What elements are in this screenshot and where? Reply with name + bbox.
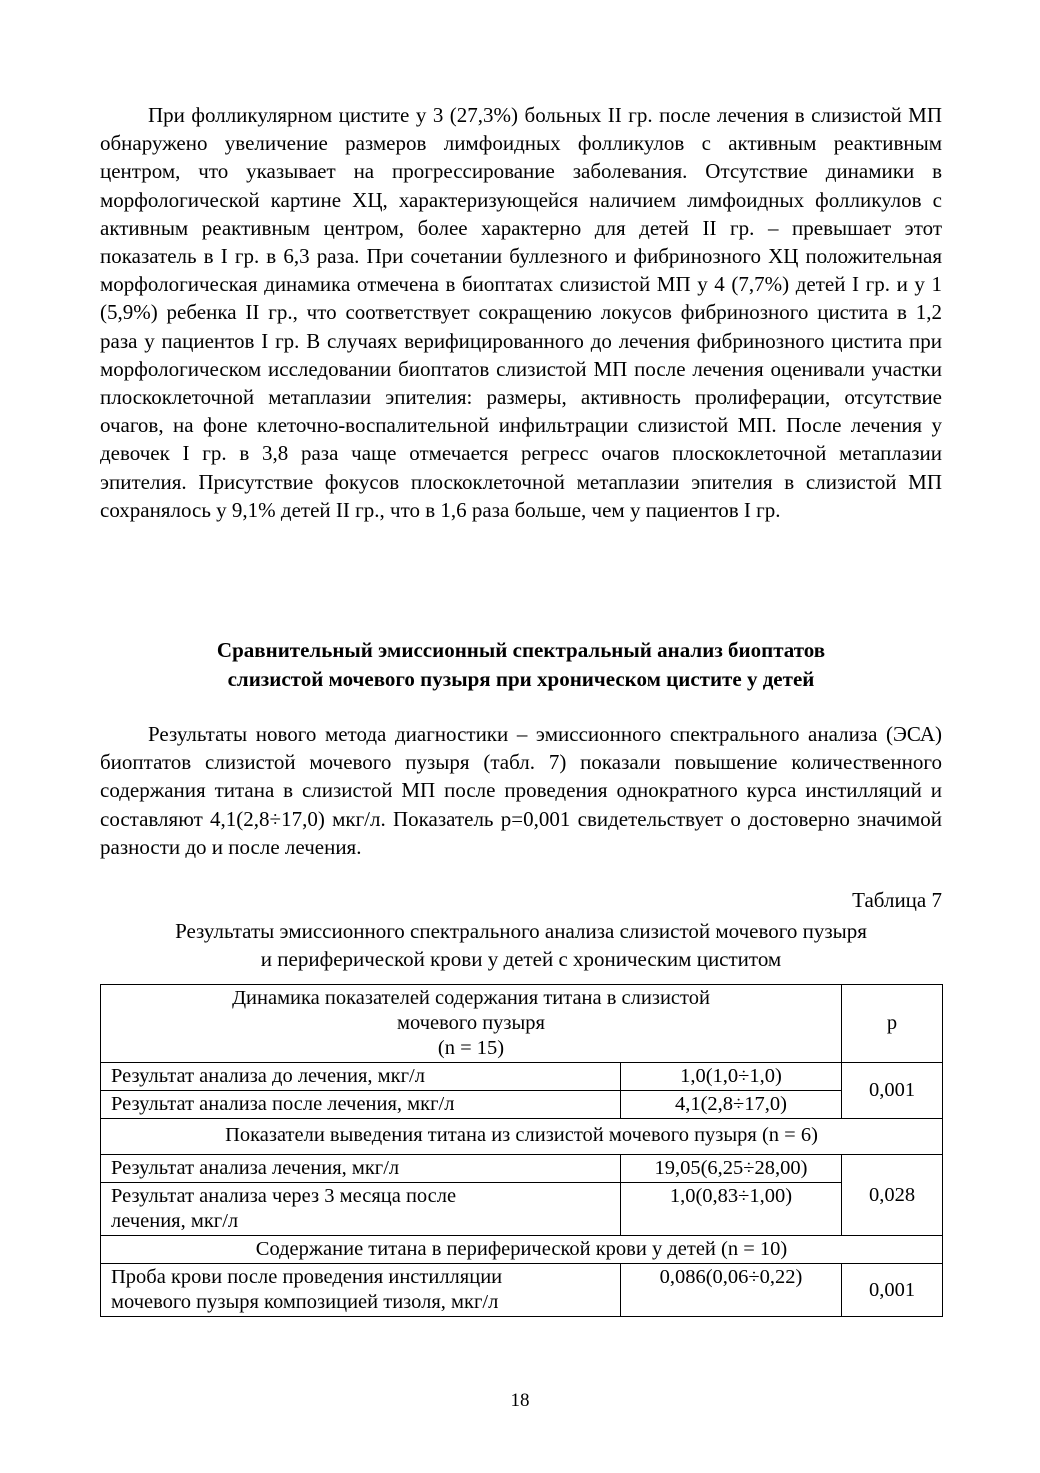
table-row [101,1264,943,1317]
section-heading-line-2: слизистой мочевого пузыря при хроническом цистите у детей [227,666,815,691]
table-caption [100,917,942,973]
row-value: 4,1(2,8÷17,0) [621,1091,842,1119]
table-section-row [101,1236,943,1264]
results-table [100,984,943,1317]
row-label [101,1183,621,1236]
row-label-line-1: Проба крови после проведения инстилляции [111,1266,503,1288]
table-section-row [101,1119,943,1155]
page-number: 18 [510,1390,530,1411]
paragraph-esa-results: Результаты нового метода диагностики – эмиссионного спектрального анализа (ЭСА) биоптатов слизистой мочевого пузыря (табл. 7) показали повышение количественного содержания титана в слизистой МП после проведения однократного курса инстилляций и составляют 4,1(2,8÷17,0) мкг/л. Показатель p=0,001 свидетельствует о достоверно значимой разности до и после лечения. [100,722,942,859]
section-heading [100,636,942,693]
row-label-line-2: мочевого пузыря композицией тизоля, мкг/л [111,1291,499,1313]
row-label: Результат анализа до лечения, мкг/л [101,1063,621,1091]
row-label: Результат анализа лечения, мкг/л [101,1155,621,1183]
table-header-cell [101,985,842,1063]
table-header-p: p [842,985,943,1063]
p-value-cell: 0,001 [842,1063,943,1119]
table-header-line-2: мочевого пузыря [397,1012,545,1034]
table-caption-line-1: Результаты эмиссионного спектрального анализа слизистой мочевого пузыря [175,919,867,943]
paragraph-follicular-cystitis: При фолликулярном цистите у 3 (27,3%) больных II гр. после лечения в слизистой МП обнаружено увеличение размеров лимфоидных фолликулов с активным реактивным центром, что указывает на прогрессирование заболевания. Отсутствие динамики в морфологической картине ХЦ, характеризующейся наличием лимфоидных фолликулов с активным реактивным центром, более характерно для детей II гр. – превышает этот показатель в I гр. в 6,3 раза. При сочетании буллезного и фибринозного ХЦ положительная морфологическая динамика отмечена в биоптатах слизистой МП у 4 (7,7%) детей I гр. и у 1 (5,9%) ребенка II гр., что соответствует сокращению локусов фибринозного цистита в 1,2 раза у пациентов I гр. В случаях верифицированного до лечения фибринозного цистита при морфологическом исследовании биоптатов слизистой МП после лечения оценивали участки плоскоклеточной метаплазии эпителия: размеры, активность пролиферации, отсутствие очагов, на фоне клеточно-воспалительной инфильтрации слизистой МП. После лечения у девочек I гр. в 3,8 раза чаще отмечается регресс очагов плоскоклеточной метаплазии эпителия. Присутствие фокусов плоскоклеточной метаплазии эпителия в слизистой МП сохранялось у 9,1% детей II гр., что в 1,6 раза больше, чем у пациентов I гр. [100,103,942,522]
table-caption-line-2: и периферической крови у детей с хроническим циститом [260,947,782,971]
row-label [101,1264,621,1317]
table-header-line-3: (n = 15) [437,1037,505,1059]
row-label: Результат анализа после лечения, мкг/л [101,1091,621,1119]
table-header-line-1: Динамика показателей содержания титана в слизистой [232,987,710,1009]
row-label-line-1: Результат анализа через 3 месяца после [111,1185,457,1207]
section-heading-line-1: Сравнительный эмиссионный спектральный анализ биоптатов [216,638,826,662]
row-value: 0,086(0,06÷0,22) [621,1264,842,1317]
row-value: 1,0(0,83÷1,00) [621,1183,842,1236]
table-row [101,1155,943,1183]
row-label-line-2: лечения, мкг/л [111,1210,239,1232]
section-title-cell: Содержание титана в периферической крови у детей (n = 10) [101,1236,943,1264]
row-value: 19,05(6,25÷28,00) [621,1155,842,1183]
table-row [101,1183,943,1236]
table-row [101,1063,943,1091]
table-row [101,1091,943,1119]
p-value-cell: 0,028 [842,1155,943,1236]
table-header-row [101,985,943,1063]
table-label: Таблица 7 [852,888,942,912]
p-value-cell: 0,001 [842,1264,943,1317]
section-title-cell: Показатели выведения титана из слизистой мочевого пузыря (n = 6) [101,1119,943,1155]
row-value: 1,0(1,0÷1,0) [621,1063,842,1091]
